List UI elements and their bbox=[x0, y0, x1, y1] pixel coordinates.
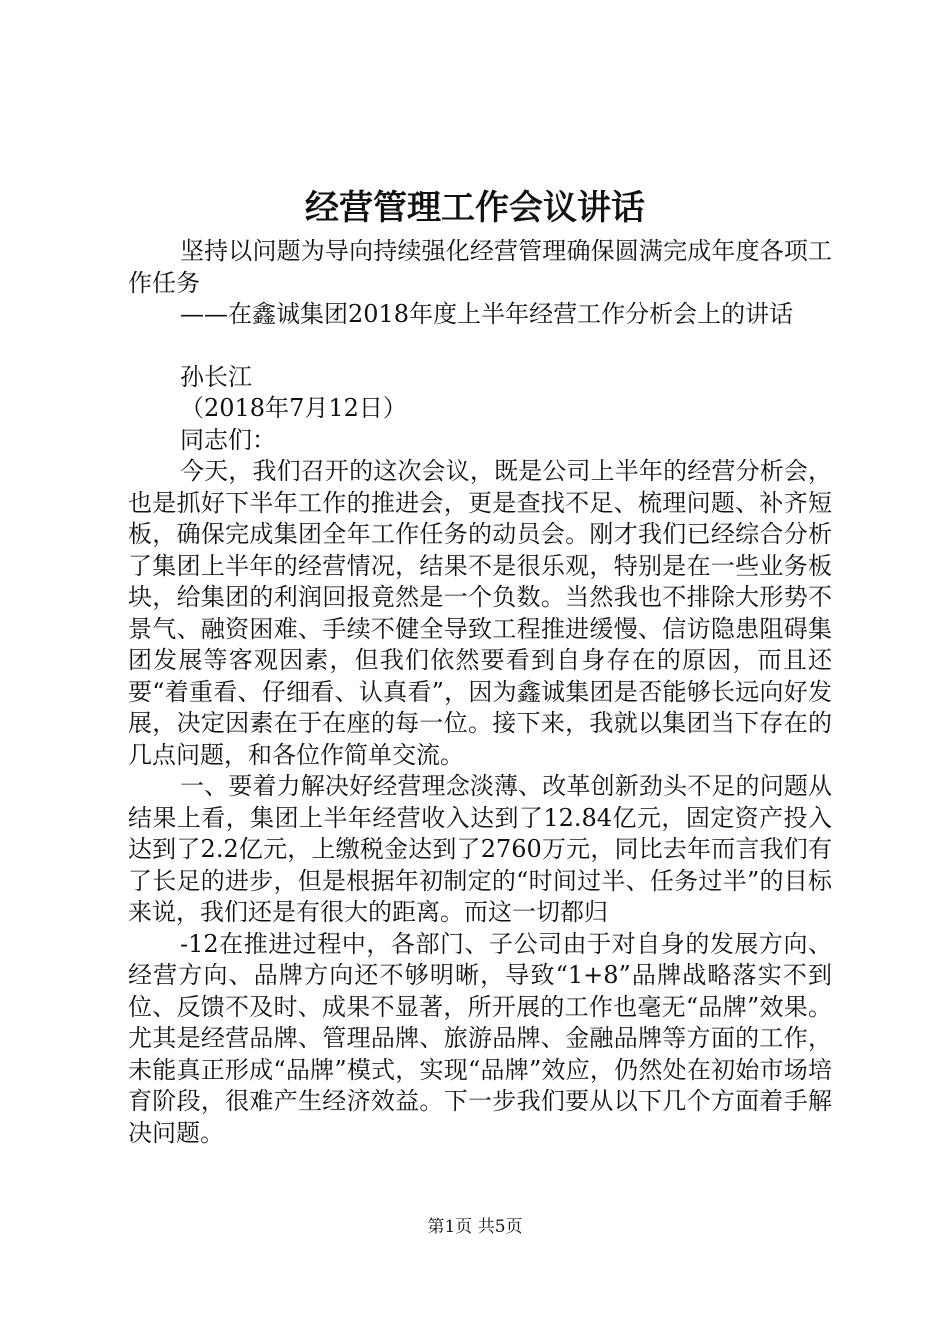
paragraph: -12在推进过程中，各部门、子公司由于对自身的发展方向、经营方向、品牌方向还不够明晰，导致“1+8”品牌战略落实不到位、反馈不及时、成果不显著，所开展的工作也毫无“品牌”效果。尤其是经营品牌、管理品牌、旅游品牌、金融品牌等方面的工作，未能真正形成“品牌”模式，实现“品牌”效应，仍然处在初始市场培育阶段，很难产生经济效益。下一步我们要从以下几个方面着手解决问题。 bbox=[128, 929, 832, 1147]
salutation: 同志们： bbox=[180, 425, 276, 454]
speech-date: （2018年7月12日） bbox=[180, 394, 407, 422]
paragraph: 一、要着力解决好经营理念淡薄、改革创新劲头不足的问题从结果上看，集团上半年经营收入达到了12.84亿元，固定资产投入达到了2.2亿元，上缴税金达到了2760万元，同比去年而言我们有了长足的进步，但是根据年初制定的“时间过半、任务过半”的目标来说，我们还是有很大的距离。而这一切都归 bbox=[128, 772, 832, 926]
occasion-line: ——在鑫诚集团2018年度上半年经营工作分析会上的讲话 bbox=[180, 300, 794, 328]
speaker-name: 孙长江 bbox=[180, 362, 252, 391]
subtitle: 坚持以问题为导向持续强化经营管理确保圆满完成年度各项工作任务 bbox=[128, 237, 832, 297]
spacer bbox=[128, 331, 832, 362]
document-title: 经营管理工作会议讲话 bbox=[305, 188, 645, 228]
page-number: 第1页 共5页 bbox=[427, 1217, 523, 1237]
document-body bbox=[128, 236, 832, 1149]
paragraph: 今天，我们召开的这次会议，既是公司上半年的经营分析会，也是抓好下半年工作的推进会，更是查找不足、梳理问题、补齐短板，确保完成集团全年工作任务的动员会。刚才我们已经综合分析了集团上半年的经营情况，结果不是很乐观，特别是在一些业务板块，给集团的利润回报竟然是一个负数。当然我也不排除大形势不景气、融资困难、手续不健全导致工程推进缓慢、信访隐患阻碍集团发展等客观因素，但我们依然要看到自身存在的原因，而且还要“着重看、仔细看、认真看”，因为鑫诚集团是否能够长远向好发展，决定因素在于在座的每一位。接下来，我就以集团当下存在的几点问题，和各位作简单交流。 bbox=[128, 457, 832, 769]
